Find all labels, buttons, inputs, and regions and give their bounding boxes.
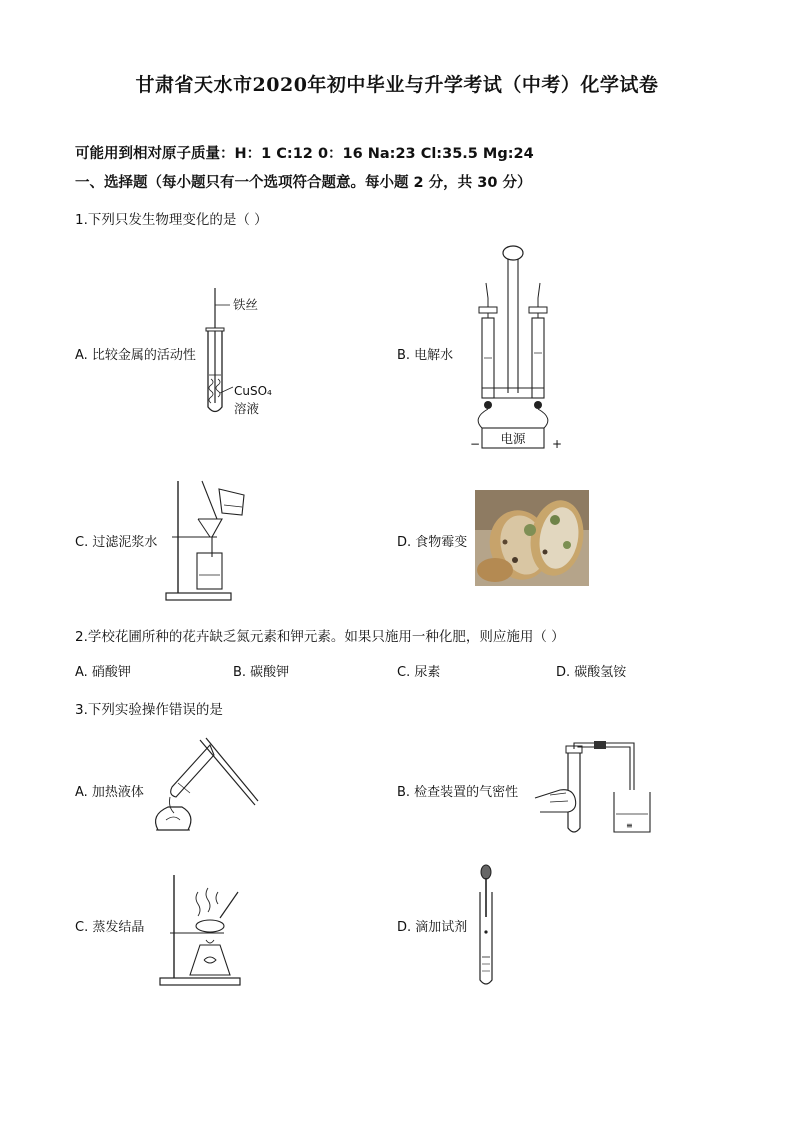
q1-option-d: D. 食物霉变 xyxy=(397,535,468,550)
electrolysis-diagram xyxy=(462,243,572,453)
q3-option-d: D. 滴加试剂 xyxy=(397,920,468,935)
q2-option-b: B. 碳酸钾 xyxy=(233,665,290,680)
question-3-stem: 3.下列实验操作错误的是 xyxy=(75,702,223,718)
heating-liquid-diagram xyxy=(150,735,260,845)
page-title: 甘肃省天水市2020年初中毕业与升学考试（中考）化学试卷 xyxy=(135,74,659,96)
q1-option-b: B. 电解水 xyxy=(397,348,454,363)
label-solution: 溶液 xyxy=(234,401,260,416)
test-tube-diagram xyxy=(200,285,290,420)
question-2-stem: 2.学校花圃所种的花卉缺乏氮元素和钾元素。如果只施用一种化肥，则应施用（ ） xyxy=(75,629,565,645)
evaporation-diagram xyxy=(158,870,248,990)
label-positive: + xyxy=(552,437,563,451)
moldy-bread-photo xyxy=(475,490,589,586)
label-power-source: 电源 xyxy=(500,431,526,446)
filtration-diagram xyxy=(162,475,262,605)
atomic-mass-line: 可能用到相对原子质量：H：1 C:12 0：16 Na:23 Cl:35.5 Mg:24 xyxy=(75,146,534,162)
label-negative: − xyxy=(470,437,481,451)
dropper-diagram xyxy=(470,862,510,992)
q3-option-a: A. 加热液体 xyxy=(75,785,144,800)
q2-option-d: D. 碳酸氢铵 xyxy=(556,665,627,680)
q2-option-c: C. 尿素 xyxy=(397,665,441,680)
q3-option-b: B. 检查装置的气密性 xyxy=(397,785,519,800)
section-heading: 一、选择题（每小题只有一个选项符合题意。每小题 2 分，共 30 分） xyxy=(75,175,532,191)
question-1-stem: 1.下列只发生物理变化的是（ ） xyxy=(75,212,268,228)
q1-option-a: A. 比较金属的活动性 xyxy=(75,348,196,363)
q2-option-a: A. 硝酸钾 xyxy=(75,665,131,680)
svg-text:≡: ≡ xyxy=(626,821,633,830)
label-cuso4: CuSO₄ xyxy=(234,384,272,398)
label-iron-wire: 铁丝 xyxy=(233,297,259,312)
q1-option-c: C. 过滤泥浆水 xyxy=(75,535,158,550)
airtightness-diagram xyxy=(530,740,660,840)
q3-option-c: C. 蒸发结晶 xyxy=(75,920,145,935)
